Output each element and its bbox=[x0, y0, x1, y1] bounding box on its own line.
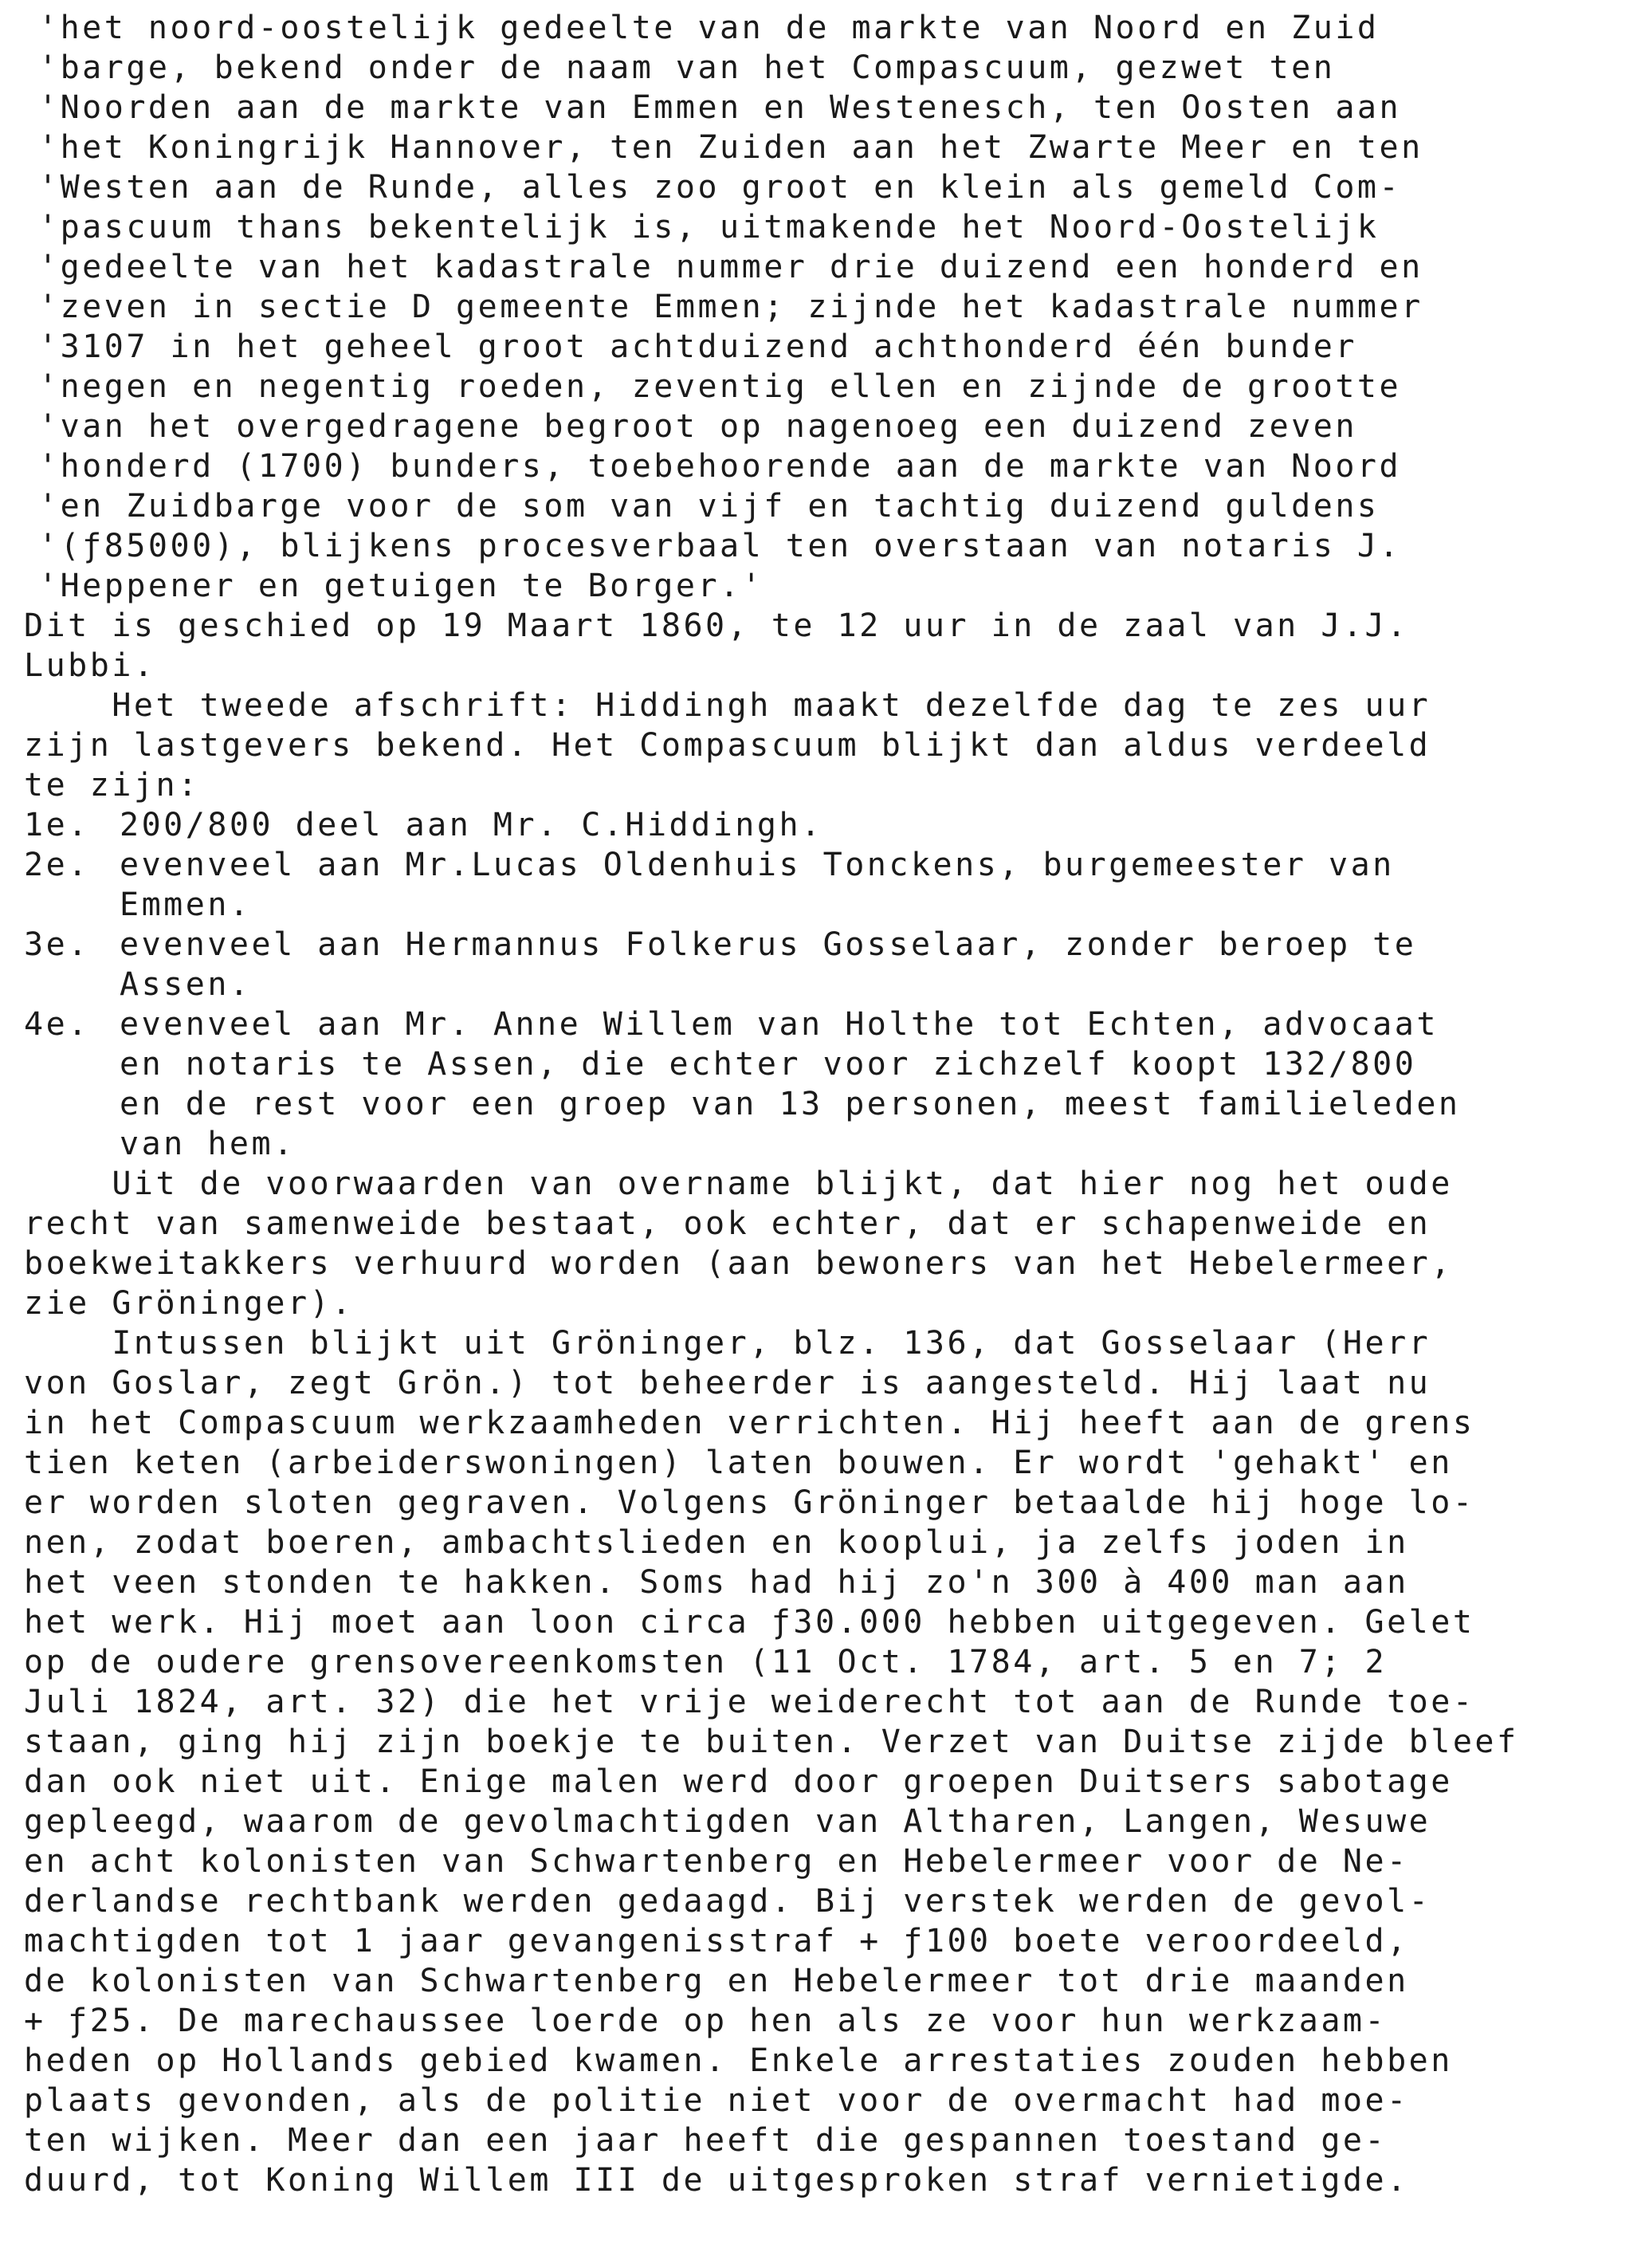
paragraph-line: er worden sloten gegraven. Volgens Gröninger betaalde hij hoge lo- bbox=[24, 1484, 1475, 1521]
paragraph-line: von Goslar, zegt Grön.) tot beheerder is aangesteld. Hij laat nu bbox=[24, 1365, 1431, 1401]
list-item: Assen. bbox=[120, 966, 252, 1003]
paragraph-line: + ƒ25. De marechaussee loerde op hen als ze voor hun werkzaam- bbox=[24, 2003, 1388, 2039]
paragraph-line: de kolonisten van Schwartenberg en Hebelermeer tot drie maanden bbox=[24, 1963, 1409, 1999]
paragraph-line: tien keten (arbeiderswoningen) laten bouwen. Er wordt 'gehakt' en bbox=[24, 1445, 1453, 1481]
paragraph-line: en acht kolonisten van Schwartenberg en Hebelermeer voor de Ne- bbox=[24, 1843, 1409, 1880]
list-item: evenveel aan Mr.Lucas Oldenhuis Tonckens, burgemeester van bbox=[120, 847, 1395, 883]
paragraph-line: in het Compascuum werkzaamheden verrichten. Hij heeft aan de grens bbox=[24, 1405, 1475, 1441]
paragraph-line: derlandse rechtbank werden gedaagd. Bij verstek werden de gevol- bbox=[24, 1883, 1431, 1920]
quote-line: 'Westen aan de Runde, alles zoo groot en klein als gemeld Com- bbox=[38, 169, 1402, 206]
paragraph-line: het werk. Hij moet aan loon circa ƒ30.000 hebben uitgegeven. Gelet bbox=[24, 1604, 1475, 1641]
list-marker: 1e. bbox=[24, 807, 90, 843]
quote-line: 'gedeelte van het kadastrale nummer drie duizend een honderd en bbox=[38, 249, 1423, 285]
paragraph-line: Het tweede afschrift: Hiddingh maakt dezelfde dag te zes uur bbox=[24, 687, 1431, 724]
paragraph-line: recht van samenweide bestaat, ook echter, dat er schapenweide en bbox=[24, 1205, 1431, 1242]
paragraph-line: Uit de voorwaarden van overname blijkt, dat hier nog het oude bbox=[24, 1165, 1453, 1202]
paragraph-line: heden op Hollands gebied kwamen. Enkele arrestaties zouden hebben bbox=[24, 2042, 1453, 2079]
paragraph-line: boekweitakkers verhuurd worden (aan bewoners van het Hebelermeer, bbox=[24, 1245, 1453, 1282]
quote-line: 'Noorden aan de markte van Emmen en Westenesch, ten Oosten aan bbox=[38, 89, 1402, 126]
quote-line: 'het Koningrijk Hannover, ten Zuiden aan het Zwarte Meer en ten bbox=[38, 129, 1423, 166]
quote-line: 'het noord-oostelijk gedeelte van de markte van Noord en Zuid bbox=[38, 10, 1380, 46]
quote-line: '3107 in het geheel groot achtduizend achthonderd één bunder bbox=[38, 328, 1357, 365]
list-item: 200/800 deel aan Mr. C.Hiddingh. bbox=[120, 807, 823, 843]
paragraph-line: te zijn: bbox=[24, 767, 200, 804]
paragraph-line: Lubbi. bbox=[24, 647, 156, 684]
paragraph-line: nen, zodat boeren, ambachtslieden en kooplui, ja zelfs joden in bbox=[24, 1524, 1409, 1561]
quote-line: 'barge, bekend onder de naam van het Compascuum, gezwet ten bbox=[38, 49, 1336, 86]
quote-line: 'zeven in sectie D gemeente Emmen; zijnde het kadastrale nummer bbox=[38, 289, 1423, 325]
list-item: evenveel aan Hermannus Folkerus Gosselaar, zonder beroep te bbox=[120, 926, 1417, 963]
list-item: en notaris te Assen, die echter voor zichzelf koopt 132/800 bbox=[120, 1046, 1417, 1083]
paragraph-line: gepleegd, waarom de gevolmachtigden van Altharen, Langen, Wesuwe bbox=[24, 1803, 1431, 1840]
quote-line: 'negen en negentig roeden, zeventig ellen en zijnde de grootte bbox=[38, 368, 1402, 405]
paragraph-line: staan, ging hij zijn boekje te buiten. Verzet van Duitse zijde bleef bbox=[24, 1724, 1519, 1760]
paragraph-line: zie Gröninger). bbox=[24, 1285, 354, 1322]
list-marker: 4e. bbox=[24, 1006, 90, 1043]
paragraph-line: dan ook niet uit. Enige malen werd door groepen Duitsers sabotage bbox=[24, 1763, 1453, 1800]
list-item: en de rest voor een groep van 13 personen, meest familieleden bbox=[120, 1086, 1461, 1122]
quote-line: 'van het overgedragene begroot op nagenoeg een duizend zeven bbox=[38, 408, 1357, 445]
paragraph-line: op de oudere grensovereenkomsten (11 Oct. 1784, art. 5 en 7; 2 bbox=[24, 1644, 1388, 1680]
paragraph-line: plaats gevonden, als de politie niet voor de overmacht had moe- bbox=[24, 2082, 1409, 2119]
paragraph-line: zijn lastgevers bekend. Het Compascuum blijkt dan aldus verdeeld bbox=[24, 727, 1431, 764]
paragraph-line: duurd, tot Koning Willem III de uitgesproken straf vernietigde. bbox=[24, 2162, 1409, 2199]
quote-line: '(ƒ85000), blijkens procesverbaal ten overstaan van notaris J. bbox=[38, 528, 1402, 564]
paragraph-line: Intussen blijkt uit Gröninger, blz. 136, dat Gosselaar (Herr bbox=[24, 1325, 1431, 1362]
list-item: Emmen. bbox=[120, 886, 252, 923]
list-marker: 3e. bbox=[24, 926, 90, 963]
list-marker: 2e. bbox=[24, 847, 90, 883]
quote-line: 'en Zuidbarge voor de som van vijf en tachtig duizend guldens bbox=[38, 488, 1380, 525]
paragraph-line: Juli 1824, art. 32) die het vrije weiderecht tot aan de Runde toe- bbox=[24, 1684, 1475, 1720]
list-item: van hem. bbox=[120, 1126, 296, 1162]
paragraph-line: machtigden tot 1 jaar gevangenisstraf + ƒ100 boete veroordeeld, bbox=[24, 1923, 1409, 1959]
quote-line: 'pascuum thans bekentelijk is, uitmakende het Noord-Oostelijk bbox=[38, 209, 1380, 246]
quote-line: 'honderd (1700) bunders, toebehoorende aan de markte van Noord bbox=[38, 448, 1402, 485]
paragraph-line: het veen stonden te hakken. Soms had hij zo'n 300 à 400 man aan bbox=[24, 1564, 1409, 1601]
quote-line: 'Heppener en getuigen te Borger.' bbox=[38, 568, 764, 604]
paragraph-line: ten wijken. Meer dan een jaar heeft die gespannen toestand ge- bbox=[24, 2122, 1388, 2159]
paragraph-line: Dit is geschied op 19 Maart 1860, te 12 uur in de zaal van J.J. bbox=[24, 607, 1409, 644]
list-item: evenveel aan Mr. Anne Willem van Holthe tot Echten, advocaat bbox=[120, 1006, 1439, 1043]
